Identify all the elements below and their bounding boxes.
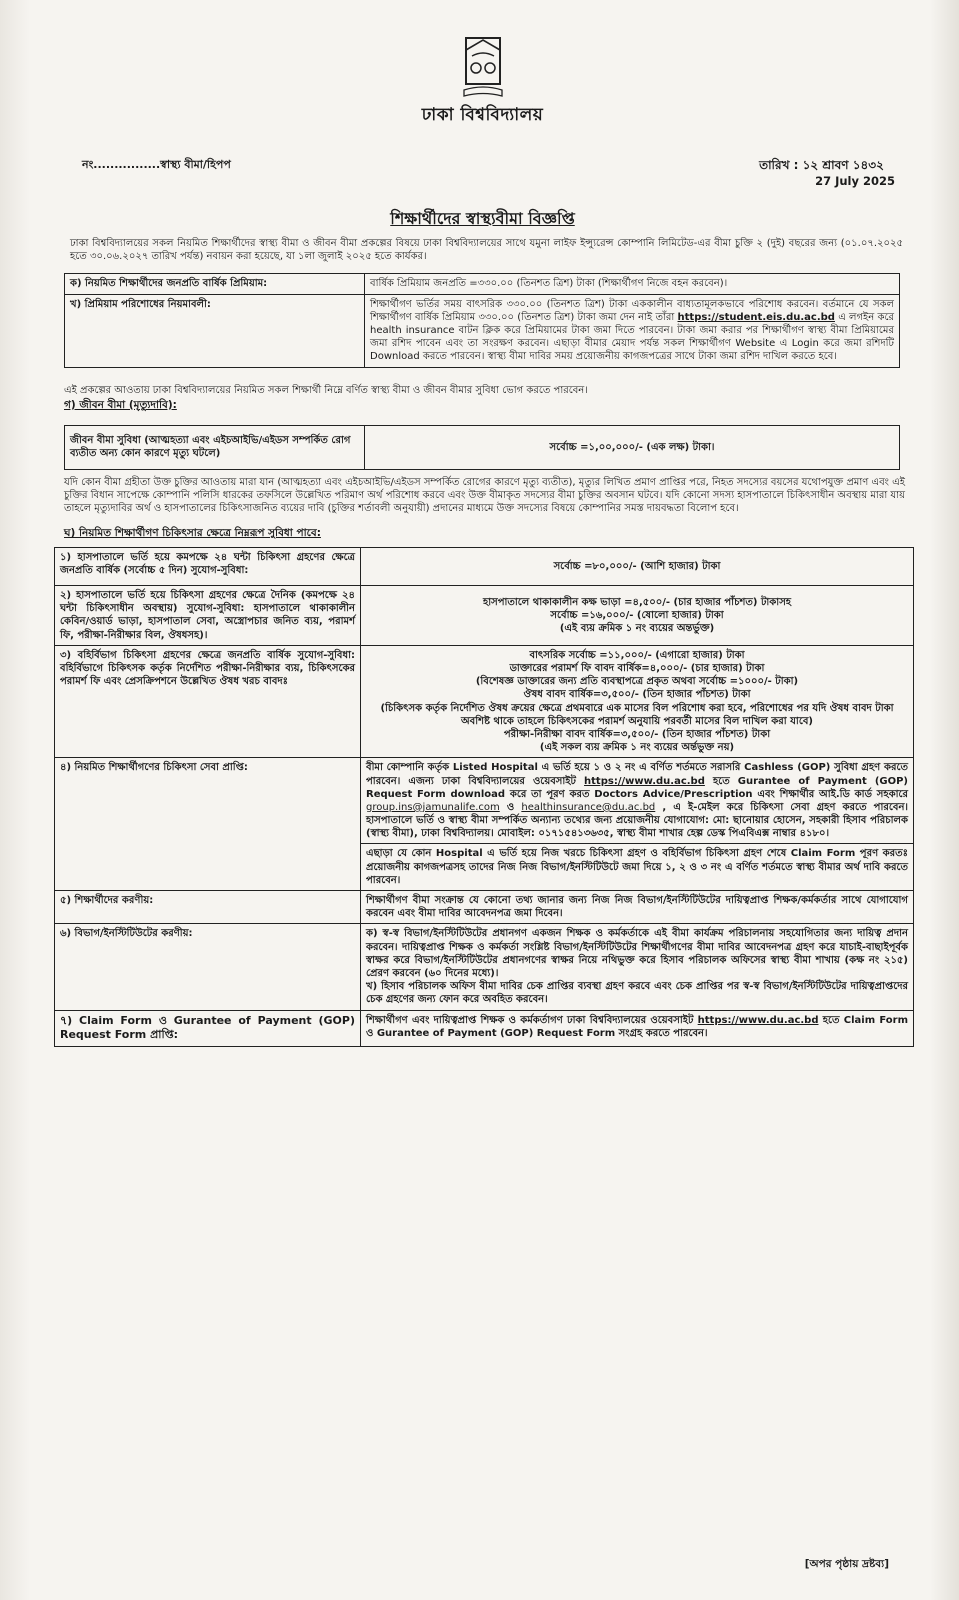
life-benefit-value: সর্বোচ্চ =১,০০,০০০/- (এক লক্ষ) টাকা। — [365, 425, 900, 469]
benefit-3-label: ৩) বহির্বিভাগ চিকিৎসা গ্রহণের ক্ষেত্রে জনপ্রতি বার্ষিক সুযোগ-সুবিধা: বহির্বিভাগে চিকিৎসক কর্তৃক নির্দেশিত পরীক্ষা-নিরীক্ষার ব্যয়, চিকিৎসকের পরামর্শ ফি এবং প্রেসক্রিপশনে উল্লেখিত ঔষধ খরচ বাবদঃ — [55, 645, 361, 758]
benefit-6-item-a: ক) স্ব-স্ব বিভাগ/ইনস্টিটিউটের প্রধানগণ একজন শিক্ষক ও কর্মকর্তাকে এই বীমা কার্যক্রম পরিচালনায় সহযোগিতার জন্য দায়িত্ব প্রদান করবেন। দায়িত্বপ্রাপ্ত শিক্ষক ও কর্মকর্তা সংশ্লিষ্ট বিভাগ/ইনস্টিটিউটের শিক্ষার্থীগণের বীমা দাবির আবেদনপত্র গ্রহণ করে যাচাই-বাছাইপূর্বক স্বাক্ষর করে বিভাগ/ইনস্টিটিউটের প্রধানগণের স্বাক্ষর নিয়ে নথিভুক্ত করে হিসাব পরিচালক অফিসের স্বাস্থ্য বীমা শাখায় (কক্ষ নং ২১৫) প্রেরণ করবেন (৬০ দিনের মধ্যে)। — [366, 928, 908, 979]
benefit-3-annual-max: বাৎসরিক সর্বোচ্চ =১১,০০০/- (এগারো হাজার) টাকা — [529, 649, 745, 661]
table-row — [65, 294, 900, 367]
benefit-1-value: সর্বোচ্চ =৮০,০০০/- (আশি হাজার) টাকা — [361, 548, 914, 586]
intro-paragraph: ঢাকা বিশ্ববিদ্যালয়ের সকল নিয়মিত শিক্ষার্থীদের স্বাস্থ্য বীমা ও জীবন বীমা প্রকল্পের বিষয়ে ঢাকা বিশ্ববিদ্যালয়ের সাথে যমুনা লাইফ ইন্স্যুরেন্স কোম্পানি লিমিটেড-এর বীমা চুক্তি ২ (দুই) বছরের জন্য (০১.০৭.২০২৫ হতে ৩০.০৬.২০২৭ তারিখ পর্যন্ত) নবায়ন করা হয়েছে, যা ১লা জুলাই ২০২৫ হতে কার্যকর। — [70, 238, 904, 263]
benefit-3-value — [361, 645, 914, 758]
benefit-6-value — [361, 924, 914, 1010]
du-website-link-2[interactable]: https://www.du.ac.bd — [697, 1014, 819, 1026]
life-insurance-heading — [64, 399, 905, 413]
premium-payment-rules — [365, 294, 900, 367]
benefit-4-text-2: হতে Gurantee of Payment (GOP) Request Form download করে তা পূরণ করত Doctors Advice/Prescription এবং শিক্ষার্থীর আই.ডি কার্ড সহকারে — [366, 775, 909, 800]
life-insurance-table — [64, 425, 900, 470]
medical-benefit-table — [54, 547, 914, 1046]
continued-note: [অপর পৃষ্ঠায় দ্রষ্টব্য] — [804, 1558, 889, 1571]
table-row — [65, 274, 900, 294]
table-row — [55, 586, 914, 646]
life-insurance-paragraph: যদি কোন বীমা গ্রহীতা উক্ত চুক্তির আওতায় মারা যান (আত্মহত্যা এবং এইচআইভি/এইডস সম্পর্কিত রোগের কারণে মৃত্যু ব্যতীত), মৃত্যুর লিখিত প্রমাণ প্রাপ্তির পরে, নিহত সদস্যের বয়সের যথোপযুক্ত প্রমাণ এবং এই চুক্তির বিধান সাপেক্ষে কোম্পানি পলিসি ধারকের তফসিলে উল্লেখিত পরিমাণ অর্থ পরিশোধ করবে এবং উক্ত বীমাকৃত সদস্যের বীমা চুক্তির অবসান ঘটবে। যদি কোনো সদস্য হাসপাতালে চিকিৎসাধীন অবস্থায় মারা যায় তাহলে মৃত্যুদাবির অর্থ ও হাসপাতালের চিকিৎসাজনিত ব্যয়ের দাবি (চুক্তির শর্তাবলী অনুযায়ী) প্রদানের মাধ্যমে উক্ত সদস্যের বিষয়ে কোম্পানির সমস্ত দায়বদ্ধতা বিলোপ হবে। — [64, 476, 905, 515]
benefit-intro: এই প্রকল্পের আওতায় ঢাকা বিশ্ববিদ্যালয়ের নিয়মিত সকল শিক্ষার্থী নিম্নে বর্ণিত স্বাস্থ্য বীমা ও জীবন বীমার সুবিধা ভোগ করতে পারবেন। — [64, 384, 588, 396]
premium-payment-label: খ) প্রিমিয়াম পরিশোধের নিয়মাবলী: — [65, 294, 365, 367]
benefit-2-label: ২) হাসপাতালে ভর্তি হয়ে চিকিৎসা গ্রহণের ক্ষেত্রে দৈনিক (কমপক্ষে ২৪ ঘন্টা চিকিৎসাধীন অবস্থায়) সুযোগ-সুবিধা: হাসপাতালে থাকাকালীন কেবিন/ওয়ার্ড ভাড়া, হাসপাতাল সেবা, অস্ত্রোপচার জনিত ব্যয়, পরামর্শ ফি, পরীক্ষা-নিরীক্ষার বিল, ঔষধসহ)। — [55, 586, 361, 646]
benefit-4-claim: এছাড়া যে কোন Hospital এ ভর্তি হয়ে নিজ খরচে চিকিৎসা গ্রহণ ও বহির্বিভাগ চিকিৎসা গ্রহণ শেষে Claim Form পূরণ করতঃ প্রয়োজনীয় কাগজপত্রসহ তাদের নিজ নিজ বিভাগ/ইনস্টিটিউটে জমা দিয়ে ১, ২ ও ৩ নং এ বর্ণিত শর্তমতে স্বাস্থ্য বীমার অর্থ দাবি করতে পারবেন। — [361, 844, 914, 891]
benefit-7-text-2: হতে Claim Form ও Gurantee of Payment (GOP) Request Form সংগ্রহ করতে পারবেন। — [366, 1014, 909, 1039]
table-row — [55, 891, 914, 924]
university-name: ঢাকা বিশ্ববিদ্যালয় — [421, 105, 544, 125]
table-row — [55, 758, 914, 844]
benefit-3-medicine: ঔষধ বাবদ বার্ষিক=৩,৫০০/- (তিন হাজার পাঁচশত) টাকা — [523, 689, 751, 701]
table-row — [65, 425, 900, 469]
benefit-4-text-3: ও — [506, 801, 515, 813]
benefit-2-room-rent: হাসপাতালে থাকাকালীন কক্ষ ভাড়া =৪,৫০০/- (চার হাজার পাঁচশত) টাকাসহ — [482, 596, 792, 608]
benefit-3-note: (এই সকল ব্যয় ক্রমিক ১ নং ব্যয়ের অর্ন্তভুক্ত নয়) — [539, 742, 735, 754]
benefit-4-cashless — [361, 758, 914, 844]
table-row — [55, 1010, 914, 1046]
benefit-7-text-1: শিক্ষার্থীগণ এবং দায়িত্বপ্রাপ্ত শিক্ষক ও কর্মকর্তাগণ ঢাকা বিশ্ববিদ্যালয়ের ওয়েবসাইট — [366, 1014, 694, 1026]
benefit-2-value — [361, 586, 914, 646]
medical-benefit-heading-text: ঘ) নিয়মিত শিক্ষার্থীগণ চিকিৎসার ক্ষেত্রে নিম্নরূপ সুবিধা পাবে: — [64, 527, 321, 540]
benefit-4-text-4: , এ ই-মেইল করে চিকিৎসা সেবা গ্রহণ করতে পারবেন। হাসপাতালে ভর্তি ও স্বাস্থ্য বীমা সম্পর্কিত অন্যান্য তথ্যের জন্য প্রয়োজনীয় যোগাযোগ: মো: ছানোয়ার হোসেন, সহকারী হিসাব পরিচালক (স্বাস্থ্য বীমা), ঢাকা বিশ্ববিদ্যালয়। মোবাইল: ০১৭১৫৪১৩৬৩৫, স্বাস্থ্য বীমা শাখার হেল্প ডেস্ক পিএবিএক্স নাম্বার ৪১৮০। — [366, 801, 908, 840]
benefit-1-label: ১) হাসপাতালে ভর্তি হয়ে কমপক্ষে ২৪ ঘন্টা চিকিৎসা গ্রহণের ক্ষেত্রে জনপ্রতি বার্ষিক (সর্বোচ্চ ৫ দিন) সুযোগ-সুবিধা: — [55, 548, 361, 586]
premium-table — [64, 273, 900, 367]
premium-amount-label: ক) নিয়মিত শিক্ষার্থীদের জনপ্রতি বার্ষিক প্রিমিয়াম: — [65, 274, 365, 294]
benefit-7-label: ৭) Claim Form ও Gurantee of Payment (GOP) Request Form প্রাপ্তি: — [55, 1010, 361, 1046]
reference-number: নং................স্বাস্থ্য বীমা/হিপপ — [82, 158, 231, 171]
date-block — [759, 158, 895, 189]
benefit-6-item-b: খ) হিসাব পরিচালক অফিস বীমা দাবির চেক প্রাপ্তির ব্যবস্থা গ্রহণ করবে এবং চেক প্রাপ্তির পর স্ব-স্ব বিভাগ/ইনস্টিটিউটের দায়িত্বপ্রাপ্তদের চেক গ্রহণের জন্য ফোন করে অবহিত করবেন। — [366, 981, 908, 1006]
table-row — [55, 645, 914, 758]
benefit-5-label: ৫) শিক্ষার্থীদের করণীয়: — [55, 891, 361, 924]
benefit-6-label: ৬) বিভাগ/ইনস্টিটিউটের করণীয়: — [55, 924, 361, 1010]
du-website-link[interactable]: https://www.du.ac.bd — [584, 775, 705, 787]
benefit-3-tests: পরীক্ষা-নিরীক্ষা বাবদ বার্ষিক=৩,৫০০/- (তিন হাজার পাঁচশত) টাকা — [503, 728, 771, 740]
benefit-4-label: ৪) নিয়মিত শিক্ষার্থীগণের চিকিৎসা সেবা প্রাপ্তি: — [55, 758, 361, 891]
benefit-7-value — [361, 1010, 914, 1046]
benefit-4-text-1: বীমা কোম্পানি কর্তৃক Listed Hospital এ ভর্তি হয়ে ১ ও ২ নং এ বর্ণিত শর্তমতে সরাসরি Cashless (GOP) সুবিধা গ্রহণ করতে পারবেন। এজন্য ঢাকা বিশ্ববিদ্যালয়ের ওয়েবসাইট — [366, 762, 908, 787]
premium-payment-text-2: এ লগইন করে health insurance বাটন ক্লিক করে প্রিমিয়ামের টাকা জমা দিতে পারবেন। টাকা জমা করার পর শিক্ষার্থীগণ স্বাস্থ্য বীমা প্রিমিয়ামের জমা রশিদ পাবেন এবং তা সংরক্ষণ করবেন। এছাড়া বীমার মেয়াদ পর্যন্ত সকল শিক্ষার্থীগণ Website এ Login করে জমা রশিদটি Download করতে পারবেন। স্বাস্থ্য বীমা দাবির সময় প্রয়োজনীয় কাগজপত্রের সাথে টাকা জমা রশিদ দাখিল করতে হবে। — [370, 311, 894, 363]
life-insurance-heading-text: গ) জীবন বীমা (মৃত্যুদাবি): — [64, 398, 177, 411]
date-english: 27 July 2025 — [815, 173, 895, 188]
notice-title: শিক্ষার্থীদের স্বাস্থ্যবীমা বিজ্ঞপ্তি — [390, 209, 575, 228]
benefit-3-medicine-note: (চিকিৎসক কর্তৃক নির্দেশিত ঔষধ ক্রয়ের ক্ষেত্রে প্রথমবারে এক মাসের বিল পরিশোধ করা হবে, পরিশোধের পর যদি ঔষধ বাবদ টাকা অবশিষ্ট থাকে তাহলে চিকিৎসকের পরামর্শ অনুযায়ি পরবর্তী মাসের বিল দাখিল করা যাবে) — [380, 702, 894, 727]
benefit-5-value: শিক্ষার্থীগণ বীমা সংক্রান্ত যে কোনো তথ্য জানার জন্য নিজ নিজ বিভাগ/ইনস্টিটিউটের দায়িত্বপ্রাপ্ত শিক্ষক/কর্মকর্তার সাথে যোগাযোগ করবেন এবং বীমা দাবির আবেদনপত্র জমা দিবেন। — [361, 891, 914, 924]
life-benefit-label: জীবন বীমা সুবিধা (আত্মহত্যা এবং এইচআইভি/এইডস সম্পর্কিত রোগ ব্যতীত অন্য কোন কারণে মৃত্যু ঘটলে) — [65, 425, 365, 469]
benefit-2-note: (এই ব্যয় ক্রমিক ১ নং ব্যয়ের অন্তর্ভুক্ত) — [559, 623, 715, 635]
reference-row — [60, 154, 905, 206]
jamuna-email-link[interactable]: group.ins@jamunalife.com — [366, 801, 500, 813]
benefit-3-doctor-fee: ডাক্তারের পরামর্শ ফি বাবদ বার্ষিক=৪,০০০/- (চার হাজার) টাকা — [509, 663, 765, 675]
date-label: তারিখ : — [759, 158, 799, 172]
benefit-2-max: সর্বোচ্চ =১৬,০০০/- (ষোলো হাজার) টাকা — [550, 609, 724, 621]
medical-benefit-heading — [64, 527, 905, 541]
premium-amount-value: বার্ষিক প্রিমিয়াম জনপ্রতি =৩৩০.০০ (তিনশত ত্রিশ) টাকা (শিক্ষার্থীগণ নিজে বহন করবেন)। — [365, 274, 900, 294]
table-row — [55, 924, 914, 1010]
table-row — [55, 548, 914, 586]
premium-payment-text-1: শিক্ষার্থীগণ ভর্তির সময় বাৎসরিক ৩৩০.০০ (তিনশত ত্রিশ) টাকা এককালীন বাধ্যতামূলকভাবে পরিশোধ করবেন। বর্তমানে যে সকল শিক্ষার্থীগণ বার্ষিক প্রিমিয়াম ৩৩০.০০ (তিনশত ত্রিশ) টাকা জমা দেন নাই তাঁরা — [370, 298, 894, 323]
university-emblem-icon — [460, 36, 506, 100]
letterhead — [60, 36, 905, 154]
benefit-3-specialist-note: (বিশেষজ্ঞ ডাক্তারের জন্য প্রতি ব্যবস্থাপত্রে প্রকৃত অথবা সর্বোচ্চ =১০০০/- টাকা) — [475, 676, 799, 688]
student-portal-link[interactable]: https://student.eis.du.ac.bd — [677, 311, 835, 323]
date-bengali: ১২ শ্রাবণ ১৪৩২ — [802, 158, 884, 172]
du-health-email-link[interactable]: healthinsurance@du.ac.bd — [521, 801, 656, 813]
